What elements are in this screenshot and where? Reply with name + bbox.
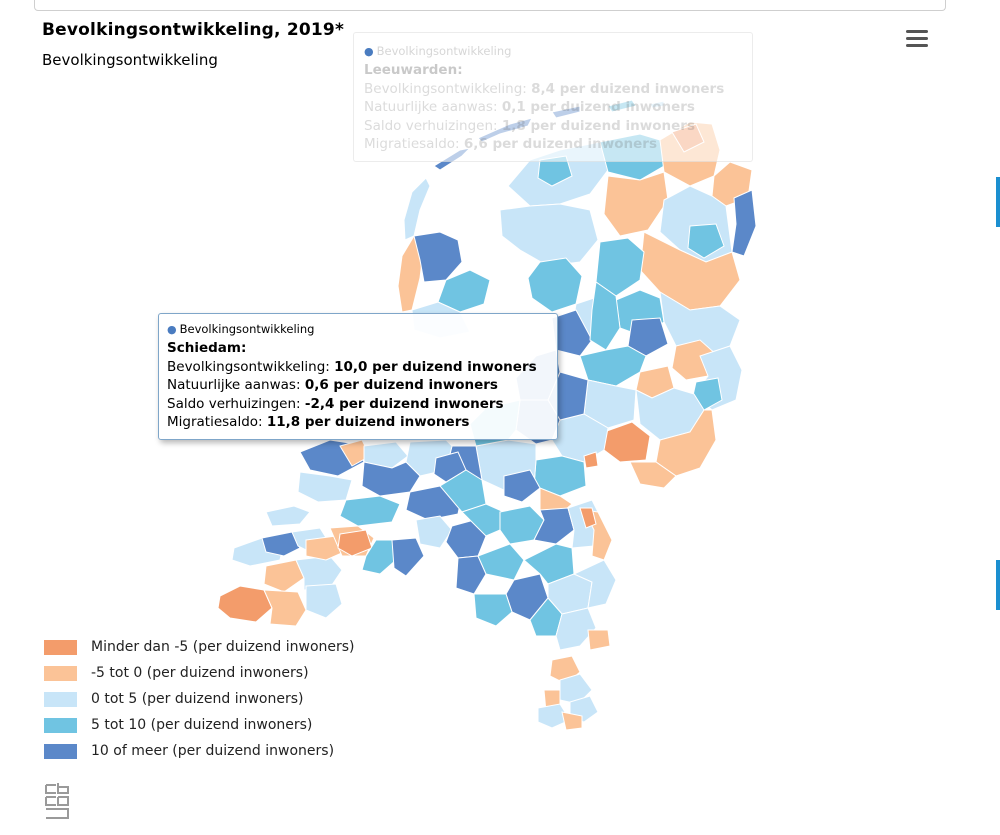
legend-item[interactable]: -5 tot 0 (per duizend inwoners): [44, 660, 355, 686]
series-dot-icon: ●: [364, 45, 374, 58]
tooltip-row: Saldo verhuizingen: -2,4 per duizend inwoners: [167, 395, 504, 412]
region-voorne[interactable]: [298, 472, 352, 502]
region-kempen[interactable]: [474, 594, 512, 626]
legend-swatch: [44, 718, 77, 733]
legend-swatch: [44, 640, 77, 655]
cbs-logo-icon: [44, 782, 70, 820]
legend-swatch: [44, 692, 77, 707]
region-hoeksche-waard[interactable]: [340, 496, 400, 526]
map-legend: [44, 634, 355, 764]
region-friesland-south[interactable]: [500, 204, 598, 266]
tooltip-row: Bevolkingsontwikkeling: 10,0 per duizend inwoners: [167, 358, 537, 375]
series-dot-icon: ●: [167, 323, 177, 336]
legend-item[interactable]: 10 of meer (per duizend inwoners): [44, 738, 355, 764]
region-roerdalen[interactable]: [588, 630, 610, 650]
tooltip-series-name: Bevolkingsontwikkeling: [179, 322, 315, 336]
background-tooltip-leeuwarden: ● Bevolkingsontwikkeling Leeuwarden: Bevolkingsontwikkeling: 8,4 per duizend inwoners Natuurlijke aanwas: 0,1 per duizend inwoners Saldo verhuizingen: 1,8 per duizend inwoners Migratiesaldo: 6,6 per duizend inwoners: [353, 32, 753, 162]
region-goeree[interactable]: [266, 506, 310, 526]
map-subtitle: Bevolkingsontwikkeling: [42, 51, 218, 69]
region-doetinchem[interactable]: [604, 422, 650, 462]
region-zeeuws-vlaanderen-west[interactable]: [218, 586, 272, 622]
region-noordoostpolder[interactable]: [528, 258, 582, 312]
tooltip-region-name: Schiedam:: [167, 340, 247, 356]
region-emmen-border[interactable]: [732, 190, 756, 256]
tooltip-row: Natuurlijke aanwas: 0,6 per duizend inwoners: [167, 377, 498, 393]
legend-item[interactable]: 0 tot 5 (per duizend inwoners): [44, 686, 355, 712]
legend-swatch: [44, 744, 77, 759]
legend-item[interactable]: 5 tot 10 (per duizend inwoners): [44, 712, 355, 738]
map-title: Bevolkingsontwikkeling, 2019*: [42, 20, 345, 40]
region-noord-holland-kop[interactable]: [414, 232, 462, 282]
map-tooltip: [158, 313, 558, 440]
legend-swatch: [44, 666, 77, 681]
region-breda[interactable]: [392, 538, 424, 576]
legend-item[interactable]: Minder dan -5 (per duizend inwoners): [44, 634, 355, 660]
region-texel[interactable]: [404, 178, 430, 240]
region-hulst[interactable]: [306, 584, 342, 618]
tooltip-row: Migratiesaldo: 11,8 per duizend inwoners: [167, 414, 470, 430]
region-drenthe-north[interactable]: [604, 172, 668, 236]
